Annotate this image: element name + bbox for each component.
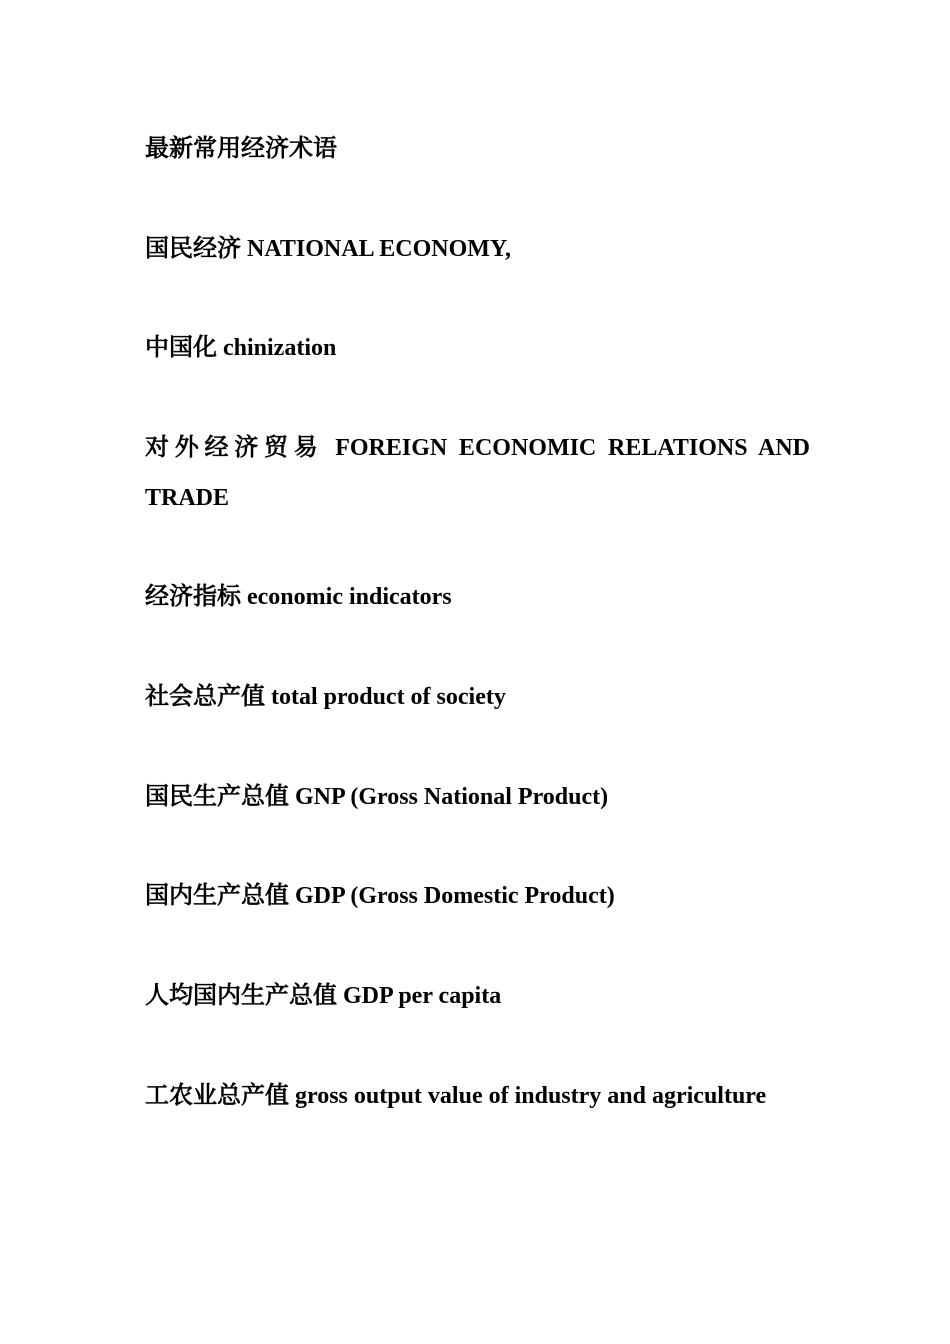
term-entry: [145, 1071, 810, 1121]
term-entry: [145, 224, 810, 274]
term-chinese: 中国化: [145, 335, 217, 361]
term-entry: [145, 672, 810, 722]
term-entry: [145, 323, 810, 373]
term-english: chinization: [223, 335, 337, 361]
term-english: total product of society: [271, 684, 506, 710]
term-english: gross output value of industry and agriculture: [295, 1083, 767, 1109]
term-english: FOREIGN ECONOMIC RELATIONS AND TRADE: [145, 435, 811, 511]
term-entry: [145, 572, 810, 622]
term-entry: [145, 772, 810, 822]
term-entry: [145, 871, 810, 921]
term-english: economic indicators: [247, 584, 452, 610]
term-chinese: 人均国内生产总值: [145, 983, 337, 1009]
term-english: GDP per capita: [343, 983, 502, 1009]
term-chinese: 国民经济: [145, 236, 241, 262]
term-entry: [145, 423, 810, 523]
term-chinese: 经济指标: [145, 584, 241, 610]
document-title: [145, 124, 810, 174]
term-english: NATIONAL ECONOMY,: [247, 236, 512, 262]
term-entry: [145, 971, 810, 1021]
term-chinese: 国民生产总值: [145, 784, 289, 810]
term-chinese: 工农业总产值: [145, 1083, 289, 1109]
term-english: GDP (Gross Domestic Product): [295, 883, 615, 909]
term-chinese: 社会总产值: [145, 684, 265, 710]
term-chinese: 国内生产总值: [145, 883, 289, 909]
title-text: 最新常用经济术语: [145, 136, 337, 162]
term-chinese: 对外经济贸易: [145, 435, 324, 461]
term-english: GNP (Gross National Product): [295, 784, 609, 810]
